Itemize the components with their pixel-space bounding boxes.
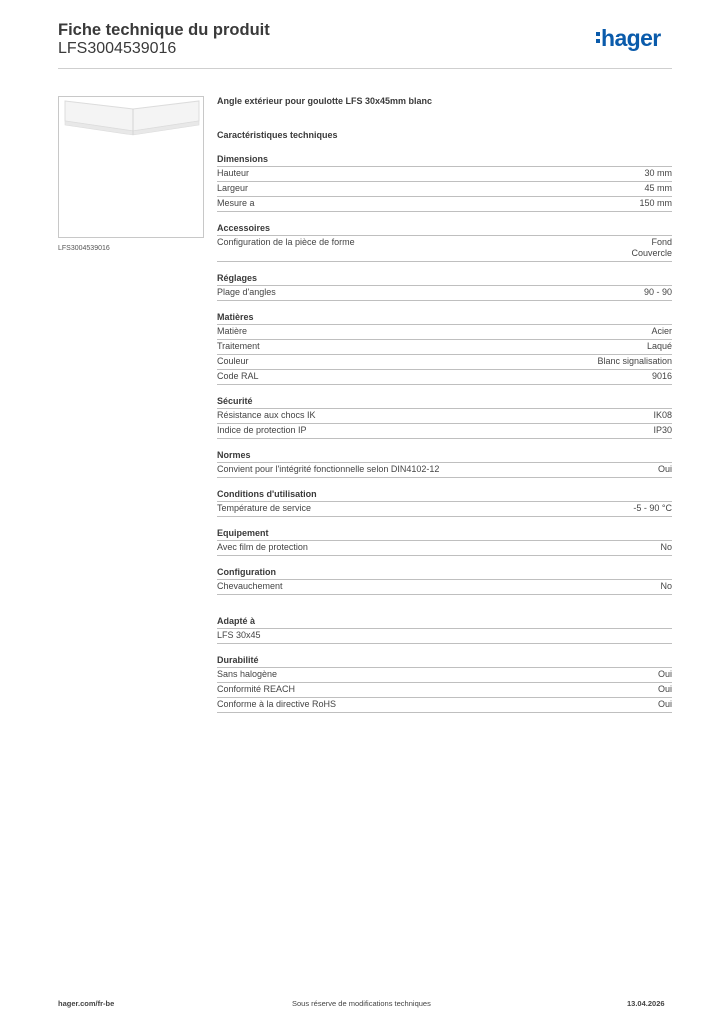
spec-value-line: IK08 (653, 410, 672, 420)
spec-row (217, 424, 672, 439)
image-caption: LFS3004539016 (58, 245, 110, 252)
section-title: Configuration (217, 566, 672, 580)
spec-row (217, 286, 672, 301)
logo-colon-icon (596, 31, 600, 44)
spec-value-line: 9016 (651, 371, 672, 381)
spec-label: Conformité REACH (217, 684, 296, 694)
spec-label: LFS 30x45 (217, 630, 261, 640)
spec-sections (217, 153, 672, 713)
spec-value-line: IP30 (653, 425, 672, 435)
spec-section (217, 488, 672, 517)
spec-value-line: 30 mm (644, 168, 672, 178)
spec-section (217, 272, 672, 301)
spec-row (217, 698, 672, 713)
spec-value (653, 425, 672, 436)
spec-value (658, 699, 672, 710)
spec-value-line: 90 - 90 (643, 287, 672, 297)
section-spacer (217, 556, 672, 566)
spec-row (217, 409, 672, 424)
spec-section (217, 395, 672, 439)
spec-value-line: Laqué (646, 341, 672, 351)
spec-label: Résistance aux chocs IK (217, 410, 316, 420)
spec-label: Convient pour l'intégrité fonctionnelle selon DIN4102-12 (217, 464, 440, 474)
spec-section (217, 311, 672, 385)
spec-value-line: Couvercle (631, 248, 672, 258)
spec-value (597, 356, 672, 367)
spec-value (647, 341, 672, 352)
spec-section (217, 527, 672, 556)
header-divider (58, 68, 672, 69)
spec-label: Traitement (217, 341, 260, 351)
section-title: Adapté à (217, 615, 672, 629)
spec-value (653, 410, 672, 421)
spec-value-line: Oui (657, 464, 672, 474)
section-spacer (217, 517, 672, 527)
spec-value-line: No (660, 542, 672, 552)
spec-row (217, 182, 672, 197)
footer-date: 13.04.2026 (627, 999, 665, 1008)
spec-label: Plage d'angles (217, 287, 276, 297)
tech-heading: Caractéristiques techniques (217, 130, 338, 140)
section-title: Accessoires (217, 222, 672, 236)
spec-value (644, 287, 672, 298)
section-spacer (217, 262, 672, 272)
spec-row (217, 580, 672, 595)
section-spacer (217, 595, 672, 605)
spec-label: Hauteur (217, 168, 250, 178)
product-image (58, 96, 204, 238)
section-title: Dimensions (217, 153, 672, 167)
spec-row (217, 325, 672, 340)
spec-value-line: 150 mm (639, 198, 672, 208)
section-title: Sécurité (217, 395, 672, 409)
section-spacer (217, 301, 672, 311)
section-title: Matières (217, 311, 672, 325)
section-title: Réglages (217, 272, 672, 286)
spec-value-line: Oui (657, 669, 672, 679)
spec-section (217, 615, 672, 644)
spec-label: Configuration de la pièce de forme (217, 237, 355, 247)
section-spacer (217, 385, 672, 395)
page-title: Fiche technique du produit (58, 21, 270, 39)
section-title: Equipement (217, 527, 672, 541)
spec-row (217, 340, 672, 355)
spec-section (217, 153, 672, 212)
spec-section (217, 222, 672, 262)
spec-value (644, 168, 672, 179)
spec-value (660, 542, 672, 553)
spec-label: Couleur (217, 356, 249, 366)
hager-logo[interactable] (596, 27, 661, 50)
section-spacer (217, 478, 672, 488)
footer-disclaimer: Sous réserve de modifications techniques (292, 999, 431, 1008)
spec-content (217, 96, 672, 713)
spec-row (217, 463, 672, 478)
spec-value-line: Oui (657, 699, 672, 709)
section-title: Conditions d'utilisation (217, 488, 672, 502)
spec-row (217, 236, 672, 262)
spec-label: Température de service (217, 503, 312, 513)
spec-value-line: Blanc signalisation (597, 356, 672, 366)
spec-value (631, 237, 672, 259)
spec-value (658, 464, 672, 475)
spec-label: Largeur (217, 183, 249, 193)
spec-value (644, 183, 672, 194)
spec-value (658, 669, 672, 680)
spec-row (217, 370, 672, 385)
spec-value-line: Oui (657, 684, 672, 694)
spec-label: Conforme à la directive RoHS (217, 699, 337, 709)
spec-row (217, 629, 672, 644)
logo-text: hager (601, 25, 661, 51)
spec-row (217, 197, 672, 212)
spec-value (652, 371, 672, 382)
section-spacer (217, 605, 672, 615)
section-spacer (217, 439, 672, 449)
spec-value (639, 198, 672, 209)
product-shape-icon (63, 99, 201, 139)
spec-label: Mesure a (217, 198, 255, 208)
spec-section (217, 449, 672, 478)
spec-row (217, 683, 672, 698)
spec-value (660, 581, 672, 592)
spec-value (633, 503, 672, 514)
spec-row (217, 668, 672, 683)
spec-value-line: Acier (651, 326, 672, 336)
spec-row (217, 502, 672, 517)
spec-value-line: No (660, 581, 672, 591)
spec-section (217, 566, 672, 595)
footer-website-link[interactable]: hager.com/fr-be (58, 999, 115, 1008)
spec-label: Code RAL (217, 371, 259, 381)
spec-row (217, 167, 672, 182)
section-title: Durabilité (217, 654, 672, 668)
spec-label: Matière (217, 326, 248, 336)
section-title: Normes (217, 449, 672, 463)
spec-label: Chevauchement (217, 581, 283, 591)
spec-row (217, 355, 672, 370)
product-title: Angle extérieur pour goulotte LFS 30x45mm blanc (217, 96, 433, 106)
section-spacer (217, 644, 672, 654)
spec-section (217, 654, 672, 713)
spec-row (217, 541, 672, 556)
spec-value-line: -5 - 90 °C (633, 503, 672, 513)
spec-label: Indice de protection IP (217, 425, 307, 435)
spec-value (658, 684, 672, 695)
spec-value-line: Fond (651, 237, 672, 247)
spec-label: Avec film de protection (217, 542, 308, 552)
spec-label: Sans halogène (217, 669, 278, 679)
spec-value (651, 326, 672, 337)
product-reference: LFS3004539016 (58, 40, 177, 57)
spec-value-line: 45 mm (644, 183, 672, 193)
section-spacer (217, 212, 672, 222)
